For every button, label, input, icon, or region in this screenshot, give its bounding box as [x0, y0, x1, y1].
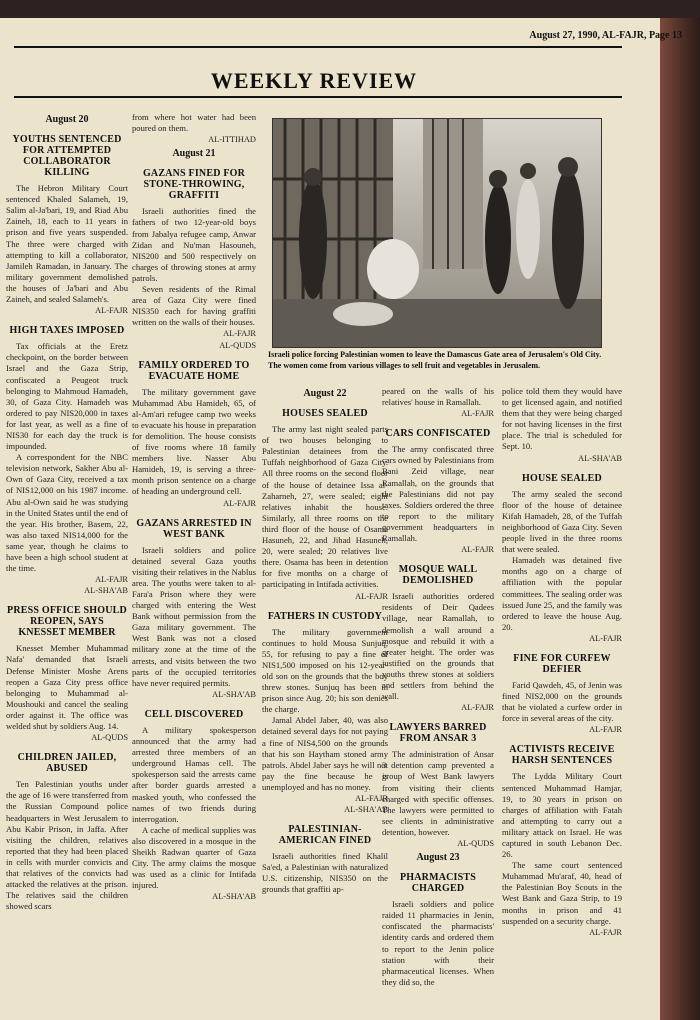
headline: CHILDREN JAILED, ABUSED [17, 752, 117, 775]
article-body: The Hebron Military Court sentenced Khaled Salameh, 19, Salim al-Ja'bari, 19, and Riad Abu Zaineh, 18, each to 11 years in prison and five years suspended. The three were charged with attempting to kill a collaborator, Jamileh Ramadan, in January. The military government demolished the houses of Ja'bari and Abu Zaineh, and sealed Salameh's. [6, 183, 128, 305]
column-1 [6, 112, 128, 912]
source-credit: AL-FAJR [223, 498, 256, 508]
date-heading: August 21 [172, 148, 216, 160]
article-body: peared on the walls of his relatives' house in Ramallah. [382, 386, 494, 408]
source-credit: AL-SHA'AB [212, 689, 256, 699]
article-body: Israeli authorities ordered residents of Deir Qadees village, near Ramallah, to demolish a wall around a mosque and rebuild it with a greater height. The order was justified on the grounds that youths threw stones at soldiers and settlers from behind the wall. [382, 591, 494, 702]
source-credit: AL-SHA'AB [578, 453, 622, 463]
headline: FAMILY ORDERED TO EVACUATE HOME [138, 359, 250, 382]
headline: PHARMACISTS CHARGED [399, 872, 477, 895]
headline: PALESTINIAN-AMERICAN FINED [278, 824, 372, 847]
date-heading: August 23 [416, 852, 460, 864]
article-body: Israeli soldiers and police raided 11 pharmacies in Jenin, confiscated the pharmacists' identity cards and ordered them to report to the Jenin police station with their pharmaceutical licenses. When they did so, the [382, 899, 494, 987]
date-heading: August 20 [45, 114, 89, 125]
article-body: Israeli authorities fined Khalil Sa'ed, a Palestinian with naturalized U.S. citizenship, NIS350 on the grounds that graffiti ap- [262, 851, 388, 895]
header-rule [14, 46, 622, 48]
column-5 [502, 386, 622, 941]
article-body: Jamal Abdel Jaber, 40, was also detained several days for not paying a fine of NIS4,500 on the grounds that his son Haytham stoned army patrols. Abdel Jaber says he will not pay the fine because he is unemployed and has no money. [262, 715, 388, 792]
headline: MOSQUE WALL DEMOLISHED [398, 564, 478, 587]
headline: FINE FOR CURFEW DEFIER [513, 652, 611, 675]
article-body: Israeli soldiers and police detained several Gaza youths visiting their relatives in the Nablus area. The youths were taken to al-Fara'a Prison where they were charged with entering the West Bank without permission from the Gaza military government. The West Bank was not a closed military zone at the time of the arrests, and visits between the two parts of the occupied territories have never required permits. [132, 544, 256, 688]
photo-image [273, 119, 601, 347]
article-body: Tax officials at the Eretz checkpoint, on the border between Israel and the Gaza Strip, confiscated a Peugeot truck belonging to Mahmoud Hamadeh, 30, of Gaza City. Hamadeh was ordered to pay NIS20,000 in taxes for last year, as well as a fine of NIS30 for each day the truck is impounded. [6, 341, 128, 452]
headline: PRESS OFFICE SHOULD REOPEN, SAYS KNESSET MEMBER [7, 605, 127, 639]
source-credit: AL-FAJR AL-SHA'AB [344, 794, 388, 815]
source-credit: AL-FAJR [461, 703, 494, 713]
source-credit: AL-FAJR [589, 633, 622, 643]
headline: CARS CONFISCATED [385, 428, 491, 440]
article-body: The administration of Ansar 3 detention camp prevented a group of West Bank lawyers from visiting their clients charged with specific offenses. The lawyers were permitted to see clients in administrative detention, however. [382, 749, 494, 837]
article-body: police told them they would have to get licensed again, and notified them that they were being charged for not having licenses in the first place. The trial is scheduled for Sept. 10. [502, 386, 622, 452]
news-photo [272, 118, 602, 348]
headline: HOUSE SEALED [522, 472, 602, 484]
article-body: Seven residents of the Rimal area of Gaza City were fined NIS350 each for having graffiti written on the walls of their houses. [132, 284, 256, 328]
page-title: WEEKLY REVIEW [210, 68, 418, 93]
article-body: The military government gave Muhammad Abu Hamideh, 65, of al-Am'ari refugee camp two weeks to evacuate his house in preparation for demolition. The house consists of five rooms where 18 family members live. Nasser Abu Hamideh, 19, is serving a three-month prison sentence on a charge of heading an underground cell. [132, 386, 256, 497]
article-body: The military government continues to hold Mousa Sunjuq, 55, for refusing to pay a fine of NIS1,500 imposed on his 12-year-old son on the grounds that the boy threw stones. Sunjuq has been in prison since Aug. 20; his son denies the charge. [262, 626, 388, 715]
binding-spine [660, 18, 700, 1020]
headline: HIGH TAXES IMPOSED [9, 325, 125, 337]
article-body: from where hot water had been poured on them. [132, 112, 256, 134]
source-credit: AL-FAJR [461, 409, 494, 419]
article-body: A cache of medical supplies was also discovered in a mosque in the Sheikh Radwan quarter of Gaza City. The army claims the mosque was used as a clinic for Intifada injured. [132, 824, 256, 891]
article-body: Israeli authorities fined the fathers of two 12-year-old boys from Jabalya refugee camp, Anwar Zidan and Nu'man Hasouneh, NIS200 and 500 respectively on charges of throwing stones at army patrols. [132, 206, 256, 283]
title-rule [14, 96, 622, 98]
headline: HOUSES SEALED [282, 408, 368, 420]
source-credit: AL-QUDS [457, 839, 494, 848]
source-credit: AL-FAJR [461, 545, 494, 555]
article-body: A military spokesperson announced that the army had arrested three members of an underground Hamas cell. The spokesperson said the arrests came after border guards arrested a masked youth, who confessed the names of two friends during interrogation. [132, 724, 256, 824]
article-body: Hamadeh was detained five months ago on a charge of affiliation with the popular committees. The sealing order was issued June 25, and the family was ordered to leave the house Aug. 20. [502, 555, 622, 632]
headline: GAZANS ARRESTED IN WEST BANK [136, 517, 252, 540]
article-body: Farid Qawdeh, 45, of Jenin was fined NIS2,000 on the grounds that he violated a curfew order in force in several areas of the city. [502, 679, 622, 724]
column-2 [132, 112, 256, 905]
source-credit: AL-SHA'AB [212, 892, 256, 902]
photo-caption: Israeli police forcing Palestinian women to leave the Damascus Gate area of Jerusalem's Old City. The women come from various villages to sell fruit and vegetables in Jerusalem. [268, 350, 602, 370]
article-body: The army sealed the second floor of the house of detainee Kifah Hamadeh, 28, of the Tuffah neighborhood of Gaza City. Seven people lived in the three rooms that were sealed. [502, 488, 622, 555]
article-body: Knesset Member Muhammad Nafa' demanded that Israeli Defense Minister Moshe Arens reopen a Gaza City press office belonging to Muhammad al-Moushouki and cancel the sealing order against it. The office was welded shut by soldiers Aug. 14. [6, 643, 128, 732]
column-4 [382, 386, 494, 988]
source-credit: AL-FAJR [589, 927, 622, 937]
article-body: The same court sentenced Muhammad Mu'araf, 40, head of the Palestinian Boy Scouts in the West Bank and Gaza Strip, to 19 months in prison and 41 suspended on a security charge. [502, 860, 622, 926]
article-body: The army confiscated three cars owned by Palestinians from Bani Zeid village, near Ramallah, on the grounds that the Palestinians did not pay taxes. Soldiers ordered the three to report to the military government headquarters in Ramallah. [382, 444, 494, 544]
source-credit: AL-FAJR [355, 591, 388, 601]
article-body: A correspondent for the NBC television network, Sakher Abu al-Own of Gaza City, received a tax of NIS12,000 on his 1987 income. Abu al-Own said he was studying in the United States until the end of the year. His brother, Basem, 22, was also taxed NIS14,000 for the same year, though he claims to have been a high school student at the time. [6, 452, 128, 574]
headline: YOUTHS SENTENCED FOR ATTEMPTED COLLABORATOR KILLING [12, 134, 122, 179]
column-3 [262, 386, 388, 896]
headline: CELL DISCOVERED [144, 708, 244, 720]
source-credit: AL-FAJR AL-SHA'AB [84, 575, 128, 596]
article-body: The Lydda Military Court sentenced Muhammad Hamjar, 19, to 30 years in prison on charges of affiliation with Fatah and attempting to carry out a military attack on Israel. He was captured in south Lebanon Dec. 26. [502, 771, 622, 860]
headline: FATHERS IN CUSTODY [267, 610, 383, 622]
headline: GAZANS FINED FOR STONE-THROWING, GRAFFITI [142, 168, 246, 202]
headline: ACTIVISTS RECEIVE HARSH SENTENCES [509, 744, 615, 767]
source-credit: AL-FAJR [95, 306, 128, 316]
article-body: Ten Palestinian youths under the age of 16 were transferred from the Russian Compound police headquarters in West Jerusalem to Abu Kabir Prison, in Jaffa. After visiting the children, relatives reported that they had been placed in cells with murder convicts and that relatives of the convicts had attacked the relatives at the prison. The relatives said the children showed scars [6, 779, 128, 912]
source-credit: AL-QUDS [91, 733, 128, 743]
source-credit: AL-FAJR [589, 725, 622, 735]
source-credit: AL-FAJR AL-QUDS [219, 329, 256, 350]
headline: LAWYERS BARRED FROM ANSAR 3 [389, 722, 487, 745]
article-body: The army last night sealed parts of two houses belonging to Palestinian detainees from the Tuffah neighborhood of Gaza City. All three rooms on the second floor of the house of detainee Issa al-Zaharneh, 27, were sealed; eight relatives inhabit the house. Similarly, all three rooms on the third floor of the house of Osama Hasuneh, 22, and Jihad Hasuneh, 20, were sealed; 20 relatives live there. Osama has been in detention for five months on a charge of participating in Intifada activities. [262, 424, 388, 590]
page-folio: August 27, 1990, AL-FAJR, Page 13 [529, 30, 682, 41]
source-credit: AL-ITTIHAD [208, 135, 256, 145]
date-heading: August 22 [303, 388, 347, 399]
